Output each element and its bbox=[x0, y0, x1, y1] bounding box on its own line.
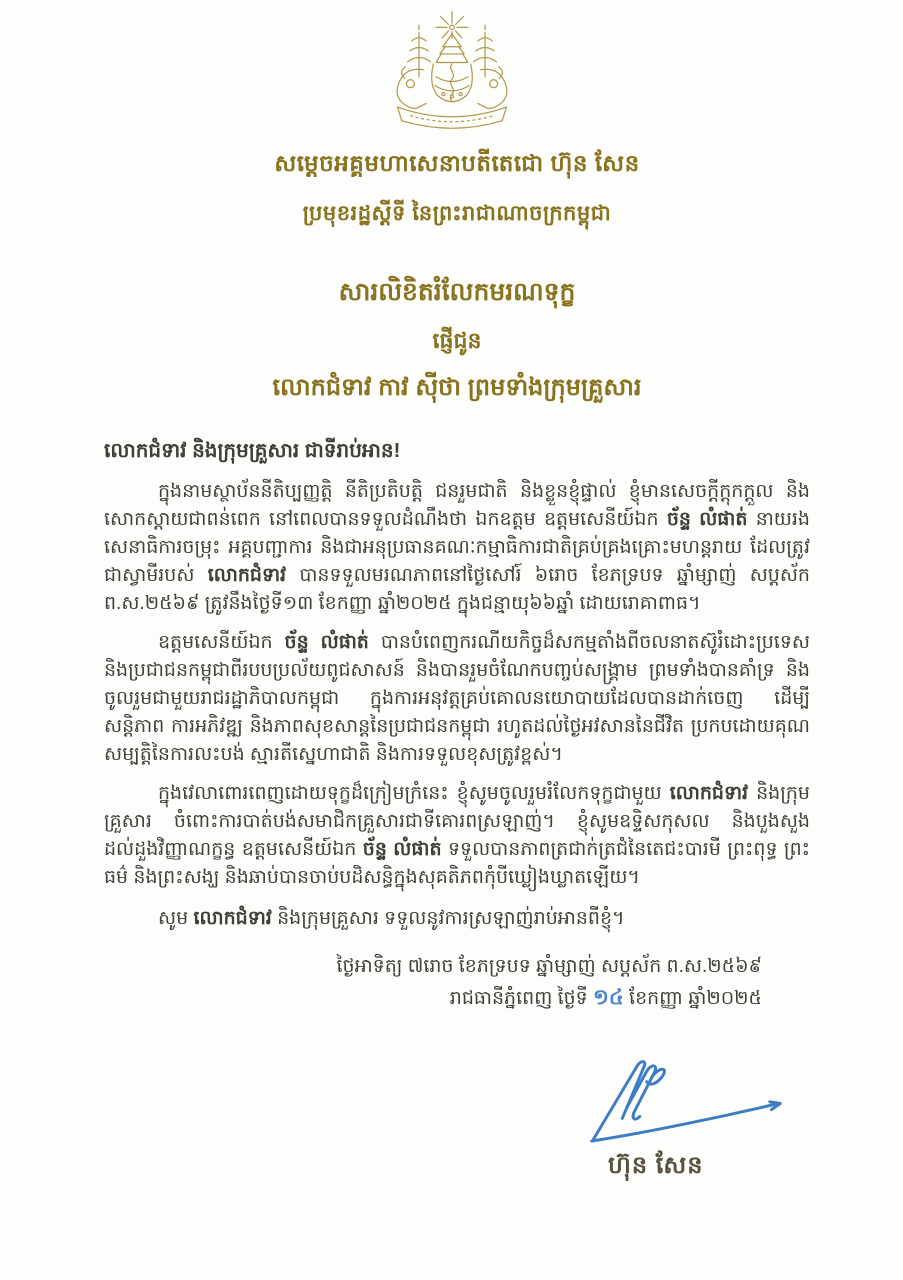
letter-addressed-to-label: ផ្ញើជូន bbox=[432, 328, 482, 353]
sender-subtitle: ប្រមុខរដ្ឋស្តីទី នៃព្រះរាជាណាចក្រកម្ពុជា bbox=[302, 202, 612, 225]
hun-sen-signature-icon bbox=[580, 1052, 792, 1148]
letter-title-block bbox=[104, 277, 810, 407]
royal-arms-emblem bbox=[0, 0, 903, 136]
paragraph-3: ក្នុងវេលាពោរពេញដោយទុក្ខដ៏ក្រៀមក្រំនេះ ខ្ញុំសូមចូលរួមរំលែកទុក្ខជាមួយ លោកជំទាវ និងក្រុមគ្រួសារ ចំពោះការបាត់បង់សមាជិកគ្រួសារជាទីគោរពស្រឡាញ់។ ខ្ញុំសូមឧទ្ទិសកុសល និងបួងសួងដល់ដួងវិញ្ញាណក្ខន្ធ ឧត្តមសេនីយ៍ឯក ច័ន្ទ លំផាត់ ទទួលបានភាពត្រជាក់ត្រជំនៃតេជះបារមី ព្រះពុទ្ធ ព្រះធម៌ និងព្រះសង្ឃ និងឆាប់បានចាប់បដិសន្ធិក្នុងសុគតិភពកុំបីឃ្លៀងឃ្លាតឡើយ។ bbox=[104, 783, 810, 888]
salutation-line: លោកជំទាវ និងក្រុមគ្រួសារ ជាទីរាប់អាន! bbox=[104, 440, 401, 462]
civil-date-line: រាជធានីភ្នំពេញ ថ្ងៃទី ១៤ ខែកញ្ញា ឆ្នាំ២០២៥ bbox=[449, 986, 762, 1009]
dateline-block bbox=[104, 951, 810, 1014]
letter-recipient: លោកជំទាវ កាវ ស៊ីថា ព្រមទាំងក្រុមគ្រួសារ bbox=[272, 374, 642, 401]
letter-title: សារលិខិតរំលែកមរណទុក្ខ bbox=[338, 278, 576, 306]
closing-line: សូម លោកជំទាវ និងក្រុមគ្រួសារ ទទួលនូវការស្រឡាញ់រាប់អានពីខ្ញុំ។ bbox=[158, 908, 625, 929]
paragraph-1: ក្នុងនាមស្ថាប័ននីតិប្បញ្ញត្តិ នីតិប្រតិបត្តិ ជនរួមជាតិ និងខ្លួនខ្ញុំផ្ទាល់ ខ្ញុំមានសេចក្តីក្តុកក្តួល និងសោកស្តាយជាពន់ពេក នៅពេលបានទទួលដំណឹងថា ឯកឧត្តម ឧត្តមសេនីយ៍ឯក ច័ន្ទ លំផាត់ នាយរងសេនាធិការចម្រុះ អគ្គបញ្ជាការ និងជាអនុប្រធានគណៈកម្មាធិការជាតិគ្រប់គ្រងគ្រោះមហន្តរាយ ដែលត្រូវជាស្វាមីរបស់ លោកជំទាវ បានទទួលមរណភាពនៅថ្ងៃសៅរ៍ ៦រោច ខែភទ្របទ ឆ្នាំម្សាញ់ សប្តស័ក ព.ស.២៥៦៩ ត្រូវនឹងថ្ងៃទី១៣ ខែកញ្ញា ឆ្នាំ២០២៥ ក្នុងជន្មាយុ៦៦ឆ្នាំ ដោយរោគាពាធ។ bbox=[104, 481, 810, 614]
signatory-name: ហ៊ុន សែន bbox=[608, 1152, 704, 1179]
lunar-date-line: ថ្ងៃអាទិត្យ ៧រោច ខែភទ្របទ ឆ្នាំម្សាញ់ សប្តស័ក ព.ស.២៥៦៩ bbox=[336, 956, 762, 977]
paragraph-2: ឧត្តមសេនីយ៍ឯក ច័ន្ទ លំផាត់ បានបំពេញករណីយកិច្ចដ៏សកម្មតាំងពីចលនាតស៊ូរំដោះប្រទេស និងប្រជាជនកម្ពុជាពីរបបប្រល័យពូជសាសន៍ និងបានរួមចំណែកបញ្ចប់សង្គ្រាម ព្រមទាំងបានគាំទ្រ និងចូលរួមជាមួយរាជរដ្ឋាភិបាលកម្ពុជា ក្នុងការអនុវត្តគ្រប់គោលនយោបាយដែលបានដាក់ចេញ ដើម្បីសន្តិភាព ការអភិវឌ្ឍ និងភាពសុខសាន្តនៃប្រជាជនកម្ពុជា រហូតដល់ថ្ងៃអវសាននៃជីវិត ប្រកបដោយគុណសម្បត្តិនៃការលះបង់ ស្មារតីស្នេហាជាតិ និងការទទួលខុសត្រូវខ្ពស់។ bbox=[104, 632, 810, 765]
royal-arms-of-cambodia-icon bbox=[373, 8, 531, 130]
sender-title: សម្តេចអគ្គមហាសេនាបតីតេជោ ហ៊ុន សែន bbox=[274, 150, 640, 176]
signature-block bbox=[556, 1052, 816, 1185]
